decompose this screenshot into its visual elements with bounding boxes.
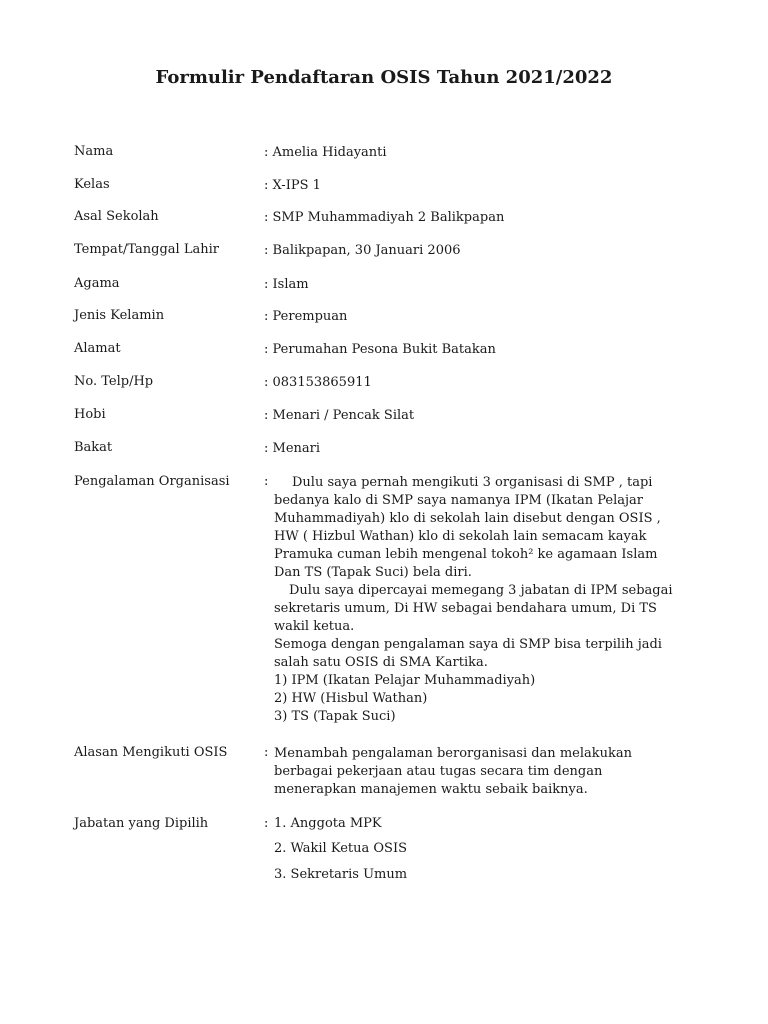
field-value: : Balikpapan, 30 Januari 2006 <box>264 243 461 258</box>
nama-value: Amelia Hidayanti <box>272 145 387 160</box>
text-line: bedanya kalo di SMP saya namanya IPM (Ikatan Pelajar <box>274 493 643 508</box>
field-label: Asal Sekolah <box>74 209 159 224</box>
pengalaman-text <box>274 474 714 726</box>
field-value: : Islam <box>264 277 309 292</box>
field-value: : 083153865911 <box>264 375 372 390</box>
field-label: Pengalaman Organisasi <box>74 474 230 489</box>
field-value: : SMP Muhammadiyah 2 Balikpapan <box>264 210 505 225</box>
agama-value: Islam <box>272 277 309 292</box>
text-line: Pramuka cuman lebih mengenal tokoh² ke agamaan Islam <box>274 547 658 562</box>
text-line: berbagai pekerjaan atau tugas secara tim dengan <box>274 764 603 779</box>
text-line: 2) HW (Hisbul Wathan) <box>274 691 428 706</box>
alamat-value: Perumahan Pesona Bukit Batakan <box>272 342 496 357</box>
field-colon: : <box>264 474 269 489</box>
telp-value: 083153865911 <box>272 375 372 390</box>
text-line: Muhammadiyah) klo di sekolah lain disebut dengan OSIS , <box>274 511 661 526</box>
jenis-kelamin-value: Perempuan <box>272 309 348 324</box>
field-value: : X-IPS 1 <box>264 178 321 193</box>
text-line: Dan TS (Tapak Suci) bela diri. <box>274 565 472 580</box>
asal-sekolah-value: SMP Muhammadiyah 2 Balikpapan <box>272 210 505 225</box>
text-line: sekretaris umum, Di HW sebagai bendahara umum, Di TS <box>274 601 657 616</box>
text-line: wakil ketua. <box>274 619 355 634</box>
field-value: : Perumahan Pesona Bukit Batakan <box>264 342 496 357</box>
field-label: Kelas <box>74 177 110 192</box>
field-label: Nama <box>74 144 114 159</box>
text-line: HW ( Hizbul Wathan) klo di sekolah lain semacam kayak <box>274 529 647 544</box>
text-line: menerapkan manajemen waktu sebaik baiknya. <box>274 782 588 797</box>
jabatan-choice: 2. Wakil Ketua OSIS <box>274 841 407 856</box>
text-line: salah satu OSIS di SMA Kartika. <box>274 655 488 670</box>
jabatan-choice: 1. Anggota MPK <box>274 816 382 831</box>
field-label: No. Telp/Hp <box>74 374 154 389</box>
jabatan-choice: 3. Sekretaris Umum <box>274 867 408 882</box>
field-colon: : <box>264 816 269 831</box>
field-value: : Amelia Hidayanti <box>264 145 387 160</box>
text-line: 3) TS (Tapak Suci) <box>274 709 396 724</box>
field-value: : Menari / Pencak Silat <box>264 408 415 423</box>
field-label: Hobi <box>74 407 106 422</box>
field-label: Alasan Mengikuti OSIS <box>74 745 228 760</box>
form-title: Formulir Pendaftaran OSIS Tahun 2021/2022 <box>155 67 613 88</box>
text-line: Semoga dengan pengalaman saya di SMP bisa terpilih jadi <box>274 637 662 652</box>
field-label: Bakat <box>74 440 113 455</box>
text-line: Menambah pengalaman berorganisasi dan melakukan <box>274 746 632 761</box>
kelas-value: X-IPS 1 <box>272 178 321 193</box>
field-colon: : <box>264 745 269 760</box>
field-label: Tempat/Tanggal Lahir <box>74 242 219 257</box>
field-value: : Menari <box>264 441 321 456</box>
ttl-value: Balikpapan, 30 Januari 2006 <box>272 243 461 258</box>
field-label: Agama <box>74 276 120 291</box>
alasan-text <box>274 745 714 799</box>
bakat-value: Menari <box>272 441 321 456</box>
text-line: Dulu saya pernah mengikuti 3 organisasi di SMP , tapi <box>292 475 653 490</box>
text-line: Dulu saya dipercayai memegang 3 jabatan di IPM sebagai <box>289 583 673 598</box>
field-label: Alamat <box>74 341 121 356</box>
field-value: : Perempuan <box>264 309 348 324</box>
text-line: 1) IPM (Ikatan Pelajar Muhammadiyah) <box>274 673 536 688</box>
hobi-value: Menari / Pencak Silat <box>272 408 415 423</box>
field-label: Jabatan yang Dipilih <box>74 816 209 831</box>
field-label: Jenis Kelamin <box>74 308 165 323</box>
